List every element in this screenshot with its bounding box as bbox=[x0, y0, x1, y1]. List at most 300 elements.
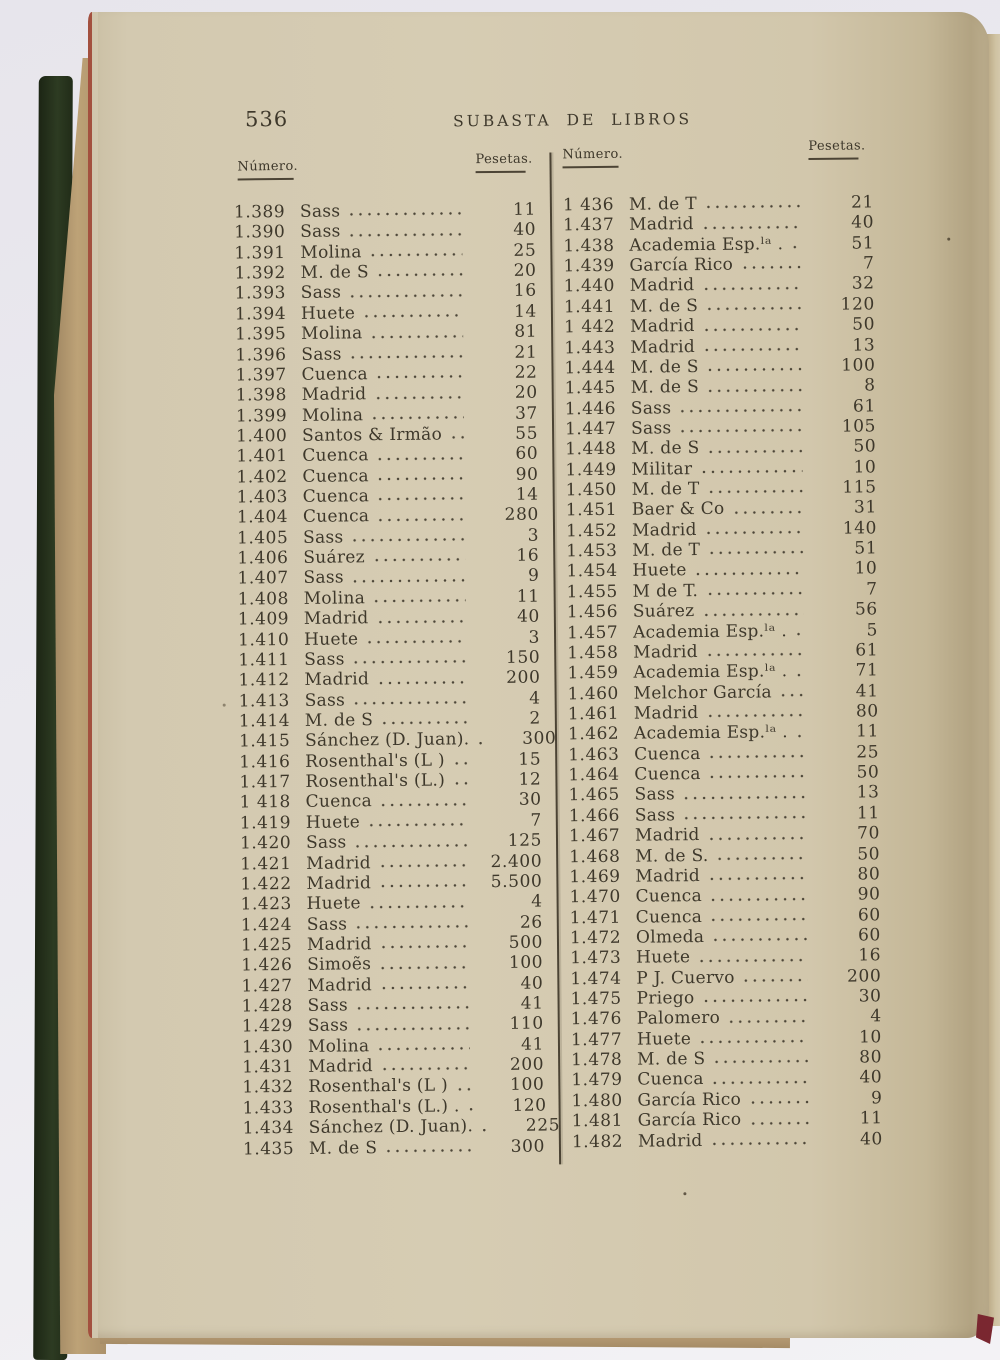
lot-number: 1.398 bbox=[235, 385, 287, 406]
table-row bbox=[240, 831, 542, 854]
header-label: Pesetas. bbox=[475, 151, 533, 168]
dot-leader bbox=[711, 929, 807, 943]
price-pesetas: 22 bbox=[514, 362, 538, 383]
header-pesetas-left bbox=[475, 152, 532, 173]
buyer-name: Cuenca bbox=[634, 764, 701, 785]
price-pesetas: 70 bbox=[857, 823, 881, 844]
price-pesetas: 300 bbox=[510, 1136, 546, 1157]
lot-number: 1.457 bbox=[566, 622, 619, 643]
dot-leader bbox=[704, 196, 800, 210]
lot-number: 1.466 bbox=[568, 805, 621, 827]
buyer-name: P J. Cuervo bbox=[636, 967, 735, 989]
lot-number: 1.473 bbox=[570, 948, 622, 969]
table-row bbox=[242, 1075, 544, 1098]
price-pesetas: 37 bbox=[514, 403, 539, 424]
dot-leader bbox=[354, 916, 469, 930]
buyer-name: Madrid bbox=[308, 1056, 373, 1077]
dot-leader bbox=[376, 468, 465, 482]
lot-number: 1.392 bbox=[234, 263, 286, 284]
buyer-name: Simoẽs bbox=[307, 954, 372, 976]
buyer-name: Militar bbox=[631, 458, 693, 480]
header-numero-left bbox=[237, 159, 298, 180]
dot-leader bbox=[707, 868, 806, 882]
header-label: Número. bbox=[237, 158, 299, 175]
lot-number: 1.391 bbox=[234, 242, 286, 264]
table-row bbox=[241, 973, 543, 996]
buyer-name: Huete bbox=[632, 560, 687, 582]
table-row bbox=[239, 709, 541, 732]
buyer-name: M. de S bbox=[308, 1137, 378, 1159]
buyer-name: Madrid bbox=[301, 384, 367, 406]
buyer-name: M. de S bbox=[630, 356, 699, 378]
lot-number: 1.461 bbox=[567, 703, 620, 725]
dot-leader bbox=[365, 631, 466, 645]
buyer-name: Palomero bbox=[636, 1008, 721, 1030]
dot-leader bbox=[702, 339, 801, 353]
header-label: Número. bbox=[562, 146, 624, 163]
buyer-name: Rosenthal's (L ) bbox=[308, 1075, 449, 1098]
dot-leader bbox=[740, 257, 800, 271]
dot-leader bbox=[375, 367, 464, 381]
buyer-name: Baer & Co bbox=[631, 499, 725, 521]
lot-number: 1.439 bbox=[563, 255, 615, 277]
dot-leader bbox=[678, 400, 802, 414]
buyer-name: M. de T bbox=[632, 540, 701, 561]
dot-leader bbox=[379, 794, 468, 808]
lot-number: 1.448 bbox=[565, 439, 617, 460]
table-row bbox=[239, 749, 541, 772]
table-row bbox=[241, 912, 543, 935]
price-pesetas: 16 bbox=[513, 281, 537, 302]
book-page bbox=[88, 12, 989, 1338]
dot-leader bbox=[378, 957, 469, 971]
price-pesetas: 200 bbox=[846, 965, 882, 987]
dot-leader bbox=[694, 563, 804, 577]
dot-leader bbox=[707, 828, 806, 842]
lot-number: 1.479 bbox=[571, 1070, 623, 1091]
lot-number: 1.389 bbox=[233, 202, 286, 223]
lot-number: 1.423 bbox=[240, 894, 292, 915]
dot-leader bbox=[367, 814, 468, 828]
buyer-name: Huete bbox=[303, 628, 359, 650]
lot-number: 1.449 bbox=[565, 459, 617, 480]
price-pesetas: 100 bbox=[508, 952, 544, 974]
lot-number: 1.464 bbox=[568, 764, 620, 786]
buyer-name: Melchor García bbox=[633, 681, 772, 704]
buyer-name: Academia Esp.ˡᵃ . bbox=[632, 620, 788, 643]
buyer-name: Rosenthal's (L.) . bbox=[308, 1096, 460, 1118]
buyer-name: García Rico bbox=[637, 1089, 742, 1111]
price-pesetas: 40 bbox=[859, 1128, 883, 1150]
table-row bbox=[236, 464, 538, 487]
dot-leader bbox=[376, 265, 463, 279]
dot-leader bbox=[379, 977, 469, 991]
price-pesetas: 40 bbox=[859, 1067, 883, 1088]
price-pesetas: 4 bbox=[529, 688, 541, 709]
dot-leader bbox=[707, 481, 803, 495]
buyer-name: M. de S bbox=[629, 295, 699, 317]
price-pesetas: 40 bbox=[513, 219, 537, 241]
dot-leader bbox=[352, 652, 467, 666]
buyer-name: Cuenca bbox=[305, 791, 373, 813]
buyer-name: Huete bbox=[636, 1028, 692, 1050]
header-numero-right bbox=[562, 147, 623, 168]
dot-leader bbox=[375, 611, 465, 625]
dot-leader bbox=[355, 998, 470, 1012]
dot-leader bbox=[376, 1038, 470, 1052]
lot-number: 1.452 bbox=[565, 520, 618, 542]
table-row bbox=[241, 953, 543, 976]
dot-leader bbox=[452, 753, 467, 766]
buyer-name: Madrid bbox=[637, 1130, 703, 1152]
dot-leader bbox=[370, 407, 464, 421]
price-pesetas: 25 bbox=[513, 240, 537, 261]
dot-leader bbox=[790, 237, 800, 250]
buyer-name: Sass bbox=[303, 567, 345, 589]
dot-leader bbox=[348, 224, 463, 238]
lot-number: 1.401 bbox=[236, 446, 288, 467]
lot-number: 1.419 bbox=[239, 812, 292, 834]
dot-leader bbox=[704, 522, 803, 536]
price-pesetas: 120 bbox=[840, 294, 875, 315]
buyer-name: Madrid bbox=[629, 316, 695, 337]
price-pesetas: 12 bbox=[518, 769, 542, 790]
dot-leader bbox=[699, 461, 802, 475]
lot-number: 1.446 bbox=[564, 398, 617, 419]
price-pesetas: 110 bbox=[509, 1013, 544, 1035]
lot-number: 1.420 bbox=[239, 833, 292, 854]
lot-number: 1.411 bbox=[238, 649, 290, 671]
buyer-name: Cuenca bbox=[635, 906, 703, 928]
dot-leader bbox=[705, 644, 804, 658]
table-row bbox=[234, 200, 536, 223]
dot-leader bbox=[707, 543, 803, 557]
buyer-name: Huete bbox=[306, 893, 361, 915]
buyer-name: Sass bbox=[300, 282, 342, 304]
buyer-name: Sass bbox=[305, 832, 347, 853]
buyer-name: Molina bbox=[307, 1035, 370, 1057]
dot-leader bbox=[353, 835, 468, 849]
buyer-name: Priego bbox=[636, 988, 695, 1009]
price-pesetas: 8 bbox=[864, 375, 876, 396]
lot-number: 1.395 bbox=[235, 324, 287, 345]
buyer-name: Cuenca bbox=[302, 506, 370, 528]
buyer-name: Cuenca bbox=[637, 1069, 704, 1091]
buyer-name: Cuenca bbox=[302, 486, 370, 507]
table-row bbox=[235, 301, 537, 324]
price-pesetas: 11 bbox=[856, 803, 880, 824]
lot-number: 1.421 bbox=[240, 853, 292, 874]
price-pesetas: 26 bbox=[519, 912, 543, 933]
price-pesetas: 150 bbox=[505, 647, 541, 668]
auction-table-left-column bbox=[233, 199, 561, 1160]
dot-leader bbox=[701, 604, 803, 618]
price-pesetas: 40 bbox=[520, 973, 544, 994]
lot-number: 1.430 bbox=[241, 1036, 294, 1058]
price-pesetas: 11 bbox=[516, 586, 540, 607]
price-pesetas: 90 bbox=[857, 884, 881, 905]
price-pesetas: 32 bbox=[851, 273, 875, 295]
dot-leader bbox=[682, 807, 806, 821]
table-row bbox=[234, 240, 536, 263]
price-pesetas: 225 bbox=[525, 1115, 561, 1136]
buyer-name: Sánchez (D. Juan). bbox=[308, 1116, 474, 1138]
paper-speck bbox=[683, 1192, 686, 1195]
lot-number: 1 418 bbox=[239, 792, 291, 813]
price-pesetas: 50 bbox=[856, 762, 880, 783]
table-row bbox=[238, 586, 540, 609]
lot-number: 1.427 bbox=[241, 975, 293, 997]
lot-number: 1.445 bbox=[564, 378, 616, 399]
lot-number: 1.435 bbox=[242, 1138, 295, 1159]
lot-number: 1.428 bbox=[241, 995, 293, 1017]
buyer-name: Suárez bbox=[632, 601, 695, 622]
lot-number: 1.474 bbox=[570, 968, 622, 989]
price-pesetas: 80 bbox=[855, 701, 879, 722]
price-pesetas: 90 bbox=[515, 464, 539, 485]
lot-number: 1.459 bbox=[567, 663, 619, 684]
buyer-name: Madrid bbox=[306, 852, 371, 874]
price-pesetas: 5 bbox=[866, 619, 879, 640]
buyer-name: Madrid bbox=[630, 336, 696, 358]
price-pesetas: 115 bbox=[842, 477, 877, 498]
lot-number: 1.469 bbox=[569, 866, 621, 888]
dot-leader bbox=[709, 909, 807, 923]
lot-number: 1.447 bbox=[564, 418, 617, 440]
table-row bbox=[240, 851, 542, 874]
lot-number: 1.467 bbox=[568, 825, 621, 847]
buyer-name: Sass bbox=[630, 397, 672, 419]
price-pesetas: 9 bbox=[870, 1088, 883, 1109]
table-row bbox=[236, 444, 538, 467]
lot-number: 1.441 bbox=[563, 296, 616, 318]
lot-number: 1.394 bbox=[234, 303, 287, 325]
price-pesetas: 11 bbox=[856, 721, 880, 742]
lot-number: 1.409 bbox=[237, 609, 290, 630]
buyer-name: M. de S bbox=[631, 438, 700, 460]
table-row bbox=[237, 485, 539, 508]
buyer-name: Huete bbox=[636, 947, 691, 968]
lot-number: 1.407 bbox=[237, 568, 289, 589]
dot-leader bbox=[476, 733, 482, 746]
price-pesetas: 4 bbox=[870, 1006, 882, 1027]
buyer-name: Academia Esp.ˡᵃ . bbox=[633, 661, 788, 683]
dot-leader bbox=[455, 1079, 470, 1092]
price-pesetas: 50 bbox=[857, 843, 881, 865]
lot-number: 1.462 bbox=[567, 724, 620, 745]
price-pesetas: 61 bbox=[855, 640, 879, 661]
dot-leader bbox=[452, 774, 467, 787]
buyer-name: M. de S bbox=[630, 377, 700, 398]
header-rule bbox=[238, 178, 294, 180]
price-pesetas: 51 bbox=[851, 233, 875, 254]
price-pesetas: 50 bbox=[852, 314, 876, 335]
table-row bbox=[242, 1115, 561, 1139]
lot-number: 1.410 bbox=[237, 629, 290, 651]
price-pesetas: 41 bbox=[521, 1034, 545, 1055]
price-pesetas: 61 bbox=[852, 395, 876, 417]
buyer-name: García Rico bbox=[637, 1109, 742, 1131]
dot-leader bbox=[378, 855, 468, 869]
price-pesetas: 100 bbox=[510, 1075, 545, 1096]
buyer-name: Madrid bbox=[634, 825, 700, 846]
price-pesetas: 31 bbox=[853, 497, 877, 518]
header-label: Pesetas. bbox=[808, 138, 866, 154]
table-row bbox=[240, 790, 542, 813]
header-rule bbox=[476, 171, 526, 173]
dot-leader bbox=[376, 509, 465, 523]
dot-leader bbox=[373, 387, 463, 401]
auction-table-right-column bbox=[563, 192, 883, 1152]
bookmark-ribbon bbox=[976, 1314, 994, 1344]
price-pesetas: 51 bbox=[854, 538, 878, 559]
price-pesetas: 56 bbox=[854, 599, 878, 620]
lot-number: 1.393 bbox=[234, 283, 287, 304]
buyer-name: M. de S bbox=[300, 262, 369, 283]
price-pesetas: 30 bbox=[518, 789, 542, 811]
dot-leader bbox=[706, 441, 802, 455]
table-row bbox=[237, 546, 539, 569]
dot-leader bbox=[372, 550, 465, 564]
dot-leader bbox=[748, 1092, 808, 1106]
buyer-name: Rosenthal's (L.) bbox=[305, 770, 446, 792]
table-row bbox=[242, 1034, 544, 1057]
lot-number: 1.426 bbox=[241, 955, 293, 976]
price-pesetas: 7 bbox=[530, 810, 542, 831]
dot-leader bbox=[727, 1011, 808, 1025]
buyer-name: Molina bbox=[301, 404, 364, 426]
dot-leader bbox=[779, 685, 805, 698]
table-row bbox=[237, 566, 539, 589]
table-row bbox=[236, 383, 538, 406]
price-pesetas: 80 bbox=[857, 864, 881, 885]
lot-number: 1.470 bbox=[569, 887, 621, 908]
lot-number: 1.425 bbox=[240, 934, 293, 956]
dot-leader bbox=[708, 746, 806, 760]
lot-number: 1.472 bbox=[569, 927, 622, 949]
dot-leader bbox=[702, 319, 801, 333]
dot-leader bbox=[697, 950, 807, 964]
page-content bbox=[86, 6, 996, 1341]
lot-number: 1.477 bbox=[570, 1029, 623, 1051]
dot-leader bbox=[376, 672, 466, 686]
lot-number: 1.443 bbox=[564, 337, 616, 358]
dot-leader bbox=[701, 990, 807, 1004]
dot-leader bbox=[352, 692, 467, 706]
price-pesetas: 13 bbox=[856, 782, 880, 803]
lot-number: 1.403 bbox=[236, 487, 288, 508]
header-rule bbox=[563, 166, 619, 168]
header-pesetas-right bbox=[808, 138, 865, 159]
lot-number: 1.440 bbox=[563, 276, 615, 297]
buyer-name: Madrid bbox=[306, 934, 372, 955]
buyer-name: Sass bbox=[634, 784, 676, 806]
price-pesetas: 2 bbox=[529, 708, 541, 729]
lot-number: 1.476 bbox=[570, 1009, 622, 1030]
price-pesetas: 10 bbox=[854, 558, 878, 580]
table-row bbox=[242, 1014, 544, 1037]
header-rule bbox=[808, 158, 858, 160]
lot-number: 1.480 bbox=[571, 1090, 623, 1112]
buyer-name: Sass bbox=[299, 201, 341, 222]
price-pesetas: 14 bbox=[513, 301, 538, 322]
table-row bbox=[235, 322, 537, 345]
dot-leader bbox=[349, 346, 464, 360]
price-pesetas: 125 bbox=[507, 830, 543, 852]
buyer-name: Academia Esp.ˡᵃ . bbox=[629, 233, 784, 256]
buyer-name: Huete bbox=[300, 303, 356, 324]
dot-leader bbox=[706, 380, 802, 394]
price-pesetas: 200 bbox=[509, 1054, 545, 1075]
dot-leader bbox=[355, 1018, 470, 1032]
buyer-name: Madrid bbox=[629, 275, 695, 297]
price-pesetas: 30 bbox=[858, 986, 882, 1007]
page-number: 536 bbox=[244, 106, 289, 132]
price-pesetas: 55 bbox=[515, 423, 539, 444]
dot-leader bbox=[376, 448, 465, 462]
lot-number: 1.455 bbox=[566, 581, 618, 603]
lot-number: 1.454 bbox=[566, 561, 618, 582]
price-pesetas: 60 bbox=[515, 443, 539, 465]
dot-leader bbox=[794, 665, 804, 678]
price-pesetas: 40 bbox=[516, 606, 540, 627]
lot-number: 1.390 bbox=[234, 222, 286, 243]
buyer-name: Madrid bbox=[635, 865, 701, 887]
dot-leader bbox=[709, 889, 807, 903]
paper-speck bbox=[947, 238, 950, 241]
price-pesetas: 120 bbox=[512, 1095, 547, 1116]
buyer-name: Suárez bbox=[303, 547, 366, 568]
lot-number: 1.400 bbox=[236, 425, 288, 447]
dot-leader bbox=[705, 705, 804, 719]
price-pesetas: 20 bbox=[514, 382, 538, 404]
buyer-name: Madrid bbox=[631, 519, 697, 541]
price-pesetas: 4 bbox=[531, 891, 543, 912]
buyer-name: Cuenca bbox=[302, 445, 369, 467]
price-pesetas: 60 bbox=[857, 904, 881, 926]
dot-leader bbox=[678, 420, 802, 434]
price-pesetas: 20 bbox=[513, 260, 537, 281]
lot-number: 1.434 bbox=[242, 1118, 295, 1139]
lot-number: 1.433 bbox=[242, 1097, 294, 1119]
lot-number: 1.460 bbox=[567, 683, 619, 704]
dot-leader bbox=[384, 1140, 471, 1154]
lot-number: 1.424 bbox=[240, 914, 293, 936]
table-row bbox=[240, 810, 542, 833]
lot-number: 1.399 bbox=[235, 405, 288, 427]
buyer-name: Rosenthal's (L ) bbox=[305, 750, 446, 772]
lot-number: 1.437 bbox=[563, 215, 615, 236]
lot-number: 1.429 bbox=[241, 1016, 294, 1037]
price-pesetas: 13 bbox=[852, 334, 876, 356]
table-row bbox=[237, 525, 539, 548]
dot-leader bbox=[372, 590, 466, 604]
price-pesetas: 3 bbox=[528, 627, 541, 648]
price-pesetas: 81 bbox=[514, 321, 538, 342]
table-row bbox=[572, 1129, 883, 1152]
column-divider-rule bbox=[549, 152, 560, 1164]
table-row bbox=[239, 770, 541, 793]
price-pesetas: 41 bbox=[520, 993, 544, 1014]
lot-number: 1 442 bbox=[563, 316, 616, 338]
price-pesetas: 11 bbox=[513, 199, 537, 220]
buyer-name: M. de S. bbox=[635, 845, 709, 867]
lot-number: 1.402 bbox=[236, 466, 288, 488]
dot-leader bbox=[710, 1133, 809, 1147]
buyer-name: Academia Esp.ˡᵃ . bbox=[633, 722, 789, 745]
table-row bbox=[241, 892, 543, 915]
buyer-name: Olmeda bbox=[635, 926, 705, 948]
